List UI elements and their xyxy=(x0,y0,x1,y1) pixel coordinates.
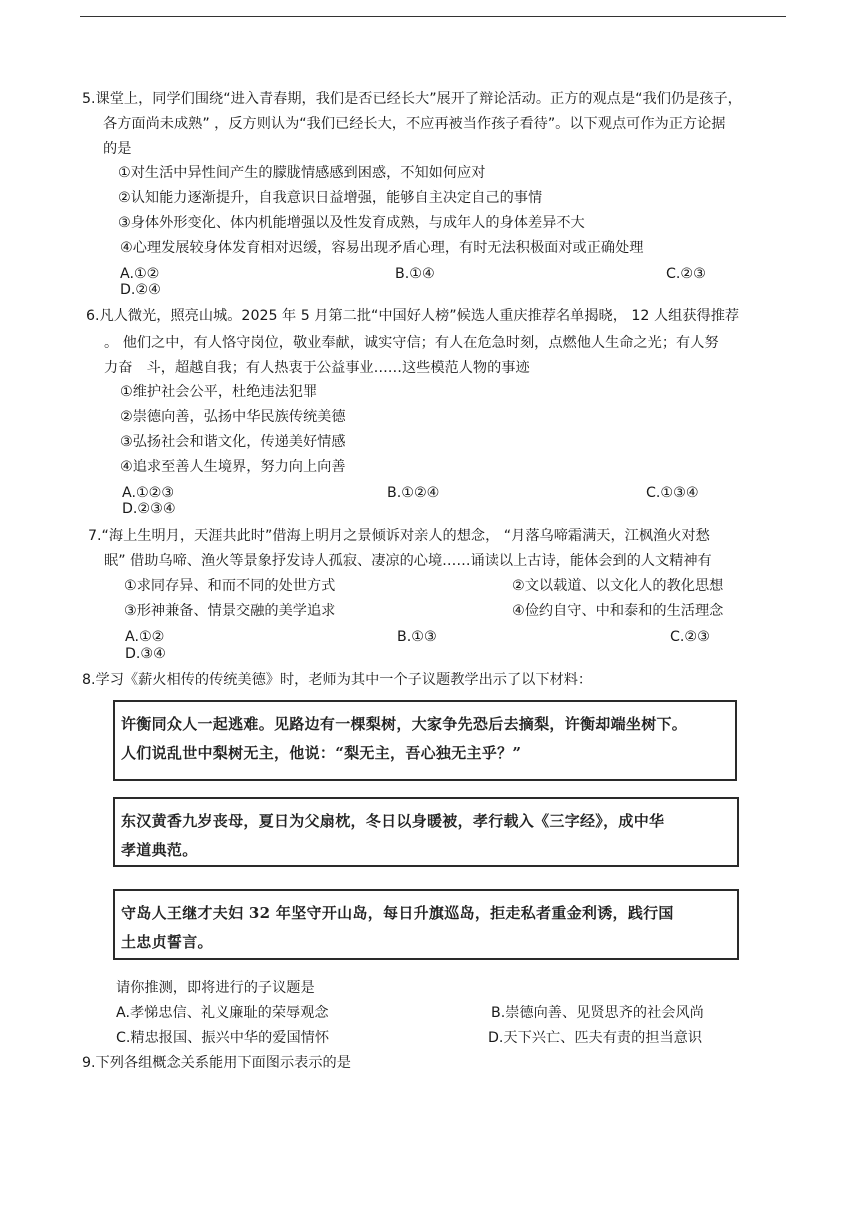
q6-option-c: C.①③④ xyxy=(646,485,699,501)
q7-option-d: D.③④ xyxy=(125,646,166,662)
q7-option-c: C.②③ xyxy=(670,629,710,645)
q5-item-3: ③身体外形变化、体内机能增强以及性发育成熟，与成年人的身体差异不大 xyxy=(118,215,585,231)
q8-option-a: A.孝悌忠信、礼义廉耻的荣辱观念 xyxy=(116,1005,329,1021)
q8-material-box-2 xyxy=(113,797,739,867)
q5-stem-line-3: 的是 xyxy=(103,141,132,157)
q6-stem-line-1: 6.凡人微光，照亮山城。2025 年 5 月第二批“中国好人榜”候选人重庆推荐名单揭晓， 12 人组获得推荐 xyxy=(86,308,740,324)
q6-option-d: D.②③④ xyxy=(122,501,176,517)
q7-stem-line-2: 眠” 借助乌啼、渔火等景象抒发诗人孤寂、凄凉的心境……诵读以上古诗，能体会到的人文精神有 xyxy=(104,553,712,569)
q8-material-2-line-2: 孝道典范。 xyxy=(121,841,198,859)
q7-option-a: A.①② xyxy=(125,629,165,645)
q6-item-4: ④追求至善人生境界，努力向上向善 xyxy=(120,459,346,475)
q8-material-1-line-1: 许衡同众人一起逃难。见路边有一棵梨树，大家争先恐后去摘梨，许衡却端坐树下。 xyxy=(121,715,688,733)
q5-option-c: C.②③ xyxy=(666,266,706,282)
q8-stem: 8.学习《薪火相传的传统美德》时，老师为其中一个子议题教学出示了以下材料： xyxy=(82,672,593,688)
q7-item-1: ①求同存异、和而不同的处世方式 xyxy=(124,578,336,594)
q8-material-box-3 xyxy=(113,889,739,960)
q8-material-2-line-1: 东汉黄香九岁丧母，夏日为父扇枕，冬日以身暖被，孝行载入《三字经》，成中华 xyxy=(121,812,665,830)
q5-option-b: B.①④ xyxy=(395,266,435,282)
q8-option-d: D.天下兴亡、匹夫有责的担当意识 xyxy=(488,1030,703,1046)
q7-stem-line-1: 7.“海上生明月，天涯共此时”借海上明月之景倾诉对亲人的想念， “月落乌啼霜满天，江枫渔火对愁 xyxy=(88,528,710,544)
q5-option-d: D.②④ xyxy=(120,282,161,298)
q5-stem-line-1: 5.课堂上，同学们围绕“进入青春期，我们是否已经长大”展开了辩论活动。正方的观点是“我们仍是孩子， xyxy=(82,91,742,107)
q5-stem-line-2: 各方面尚未成熟” ，反方则认为“我们已经长大，不应再被当作孩子看待”。以下观点可作为正方论据 xyxy=(103,116,726,132)
q7-item-2: ②文以载道、以文化人的教化思想 xyxy=(512,578,724,594)
q5-item-1: ①对生活中异性间产生的朦胧情感感到困惑，不知如何应对 xyxy=(118,165,486,181)
q8-option-c: C.精忠报国、振兴中华的爱国情怀 xyxy=(116,1030,330,1046)
q8-prompt: 请你推测，即将进行的子议题是 xyxy=(116,980,315,996)
q5-option-a: A.①② xyxy=(120,266,160,282)
q7-item-4: ④俭约自守、中和泰和的生活理念 xyxy=(512,603,724,619)
q5-item-4: ④心理发展较身体发育相对迟缓，容易出现矛盾心理，有时无法积极面对或正确处理 xyxy=(120,240,644,256)
q6-stem-line-3: 力奋 斗，超越自我；有人热衷于公益事业……这些模范人物的事迹 xyxy=(104,360,530,376)
q6-item-2: ②崇德向善，弘扬中华民族传统美德 xyxy=(120,409,346,425)
q6-item-3: ③弘扬社会和谐文化，传递美好情感 xyxy=(120,434,346,450)
q6-item-1: ①维护社会公平，杜绝违法犯罪 xyxy=(120,384,318,400)
q6-option-a: A.①②③ xyxy=(122,485,175,501)
q8-material-1-line-2: 人们说乱世中梨树无主，他说：“梨无主，吾心独无主乎？” xyxy=(121,744,522,762)
header-rule xyxy=(80,16,786,17)
q6-stem-line-2: 。 他们之中，有人恪守岗位，敬业奉献，诚实守信；有人在危急时刻，点燃他人生命之光；有人努 xyxy=(104,335,719,351)
q8-option-b: B.崇德向善、见贤思齐的社会风尚 xyxy=(491,1005,704,1021)
q8-material-3-line-2: 土忠贞誓言。 xyxy=(121,933,213,951)
q5-item-2: ②认知能力逐渐提升，自我意识日益增强，能够自主决定自己的事情 xyxy=(118,190,543,206)
q7-item-3: ③形神兼备、情景交融的美学追求 xyxy=(124,603,336,619)
q8-material-3-line-1: 守岛人王继才夫妇 32 年坚守开山岛，每日升旗巡岛，拒走私者重金利诱，践行国 xyxy=(121,904,674,922)
q9-stem: 9.下列各组概念关系能用下面图示表示的是 xyxy=(82,1055,351,1071)
q8-material-box-1 xyxy=(113,700,737,781)
q7-option-b: B.①③ xyxy=(397,629,437,645)
q6-option-b: B.①②④ xyxy=(387,485,440,501)
